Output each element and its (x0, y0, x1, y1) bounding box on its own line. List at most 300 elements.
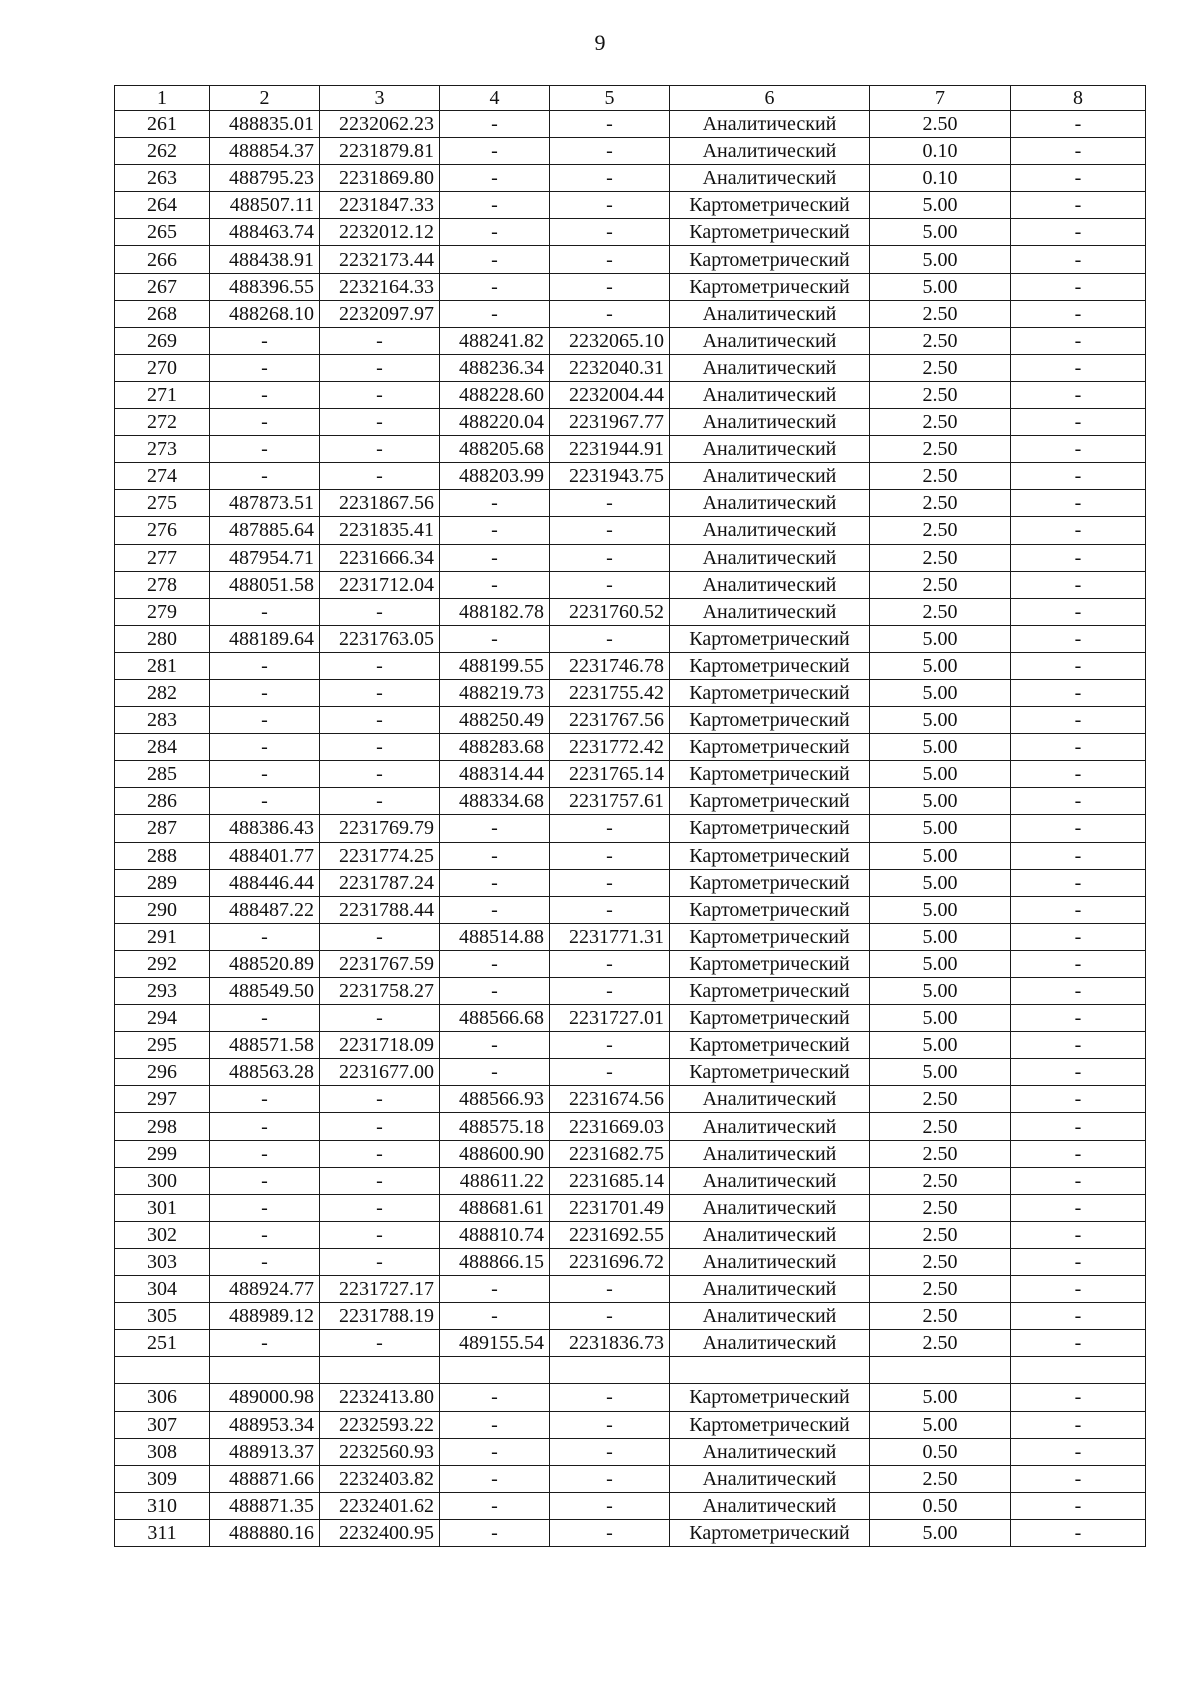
cell-y-new: - (550, 1303, 670, 1330)
cell-x-new: - (440, 869, 550, 896)
cell-y-new: - (550, 273, 670, 300)
cell-point-number: 303 (115, 1248, 210, 1275)
cell-note: - (1011, 409, 1146, 436)
cell-method: Аналитический (670, 1086, 870, 1113)
cell-y-existing: 2231718.09 (320, 1032, 440, 1059)
cell-method: Картометрический (670, 219, 870, 246)
table-row (115, 327, 1146, 354)
cell-point-number: 304 (115, 1276, 210, 1303)
cell-x-new: - (440, 111, 550, 138)
cell-x-new: 488575.18 (440, 1113, 550, 1140)
cell-y-existing: 2232097.97 (320, 300, 440, 327)
cell-y-existing: - (320, 1330, 440, 1357)
cell-point-number: 267 (115, 273, 210, 300)
cell-accuracy: 2.50 (870, 1465, 1011, 1492)
cell-accuracy: 2.50 (870, 436, 1011, 463)
table-row (115, 869, 1146, 896)
cell-x-existing: - (210, 436, 320, 463)
cell-y-new: 2231757.61 (550, 788, 670, 815)
cell-x-existing: 488880.16 (210, 1519, 320, 1546)
cell-x-new: - (440, 1303, 550, 1330)
cell-y-existing: 2231787.24 (320, 869, 440, 896)
cell-y-new: 2231696.72 (550, 1248, 670, 1275)
cell-method: Аналитический (670, 1221, 870, 1248)
cell-x-new: 488219.73 (440, 679, 550, 706)
cell-x-existing: - (210, 652, 320, 679)
cell-y-new: - (550, 625, 670, 652)
cell-y-existing: 2232400.95 (320, 1519, 440, 1546)
table-row (115, 463, 1146, 490)
cell-note: - (1011, 273, 1146, 300)
cell-method: Картометрический (670, 788, 870, 815)
cell-method: Аналитический (670, 354, 870, 381)
cell-note: - (1011, 869, 1146, 896)
table-row (115, 1248, 1146, 1275)
cell-note: - (1011, 679, 1146, 706)
cell-x-existing: 488446.44 (210, 869, 320, 896)
table-row (115, 165, 1146, 192)
cell-accuracy: 2.50 (870, 598, 1011, 625)
cell-note: - (1011, 1384, 1146, 1411)
cell-point-number: 294 (115, 1005, 210, 1032)
cell-y-existing: - (320, 923, 440, 950)
cell-y-existing: 2231767.59 (320, 950, 440, 977)
table-row (115, 1519, 1146, 1546)
cell-note: - (1011, 165, 1146, 192)
cell-accuracy: 5.00 (870, 1519, 1011, 1546)
cell-point-number: 299 (115, 1140, 210, 1167)
cell-y-existing: - (320, 1113, 440, 1140)
cell-y-existing: 2231677.00 (320, 1059, 440, 1086)
cell-accuracy: 5.00 (870, 1005, 1011, 1032)
cell-note: - (1011, 463, 1146, 490)
table-row (115, 1194, 1146, 1221)
cell-y-existing: 2231758.27 (320, 978, 440, 1005)
cell-accuracy: 2.50 (870, 327, 1011, 354)
cell-x-new: 488314.44 (440, 761, 550, 788)
cell-point-number: 262 (115, 138, 210, 165)
cell-method: Аналитический (670, 1113, 870, 1140)
cell-point-number: 288 (115, 842, 210, 869)
cell-y-new: - (550, 815, 670, 842)
cell-note: - (1011, 1465, 1146, 1492)
cell-x-existing: 488438.91 (210, 246, 320, 273)
cell-x-new: - (440, 300, 550, 327)
cell-x-new: - (440, 219, 550, 246)
cell-x-existing: - (210, 761, 320, 788)
header-cell-col-2: 2 (210, 86, 320, 111)
cell-point-number: 289 (115, 869, 210, 896)
cell-x-new: 488334.68 (440, 788, 550, 815)
cell-x-existing: 487873.51 (210, 490, 320, 517)
cell-y-existing: - (320, 1167, 440, 1194)
cell-method: Картометрический (670, 896, 870, 923)
cell-point-number: 274 (115, 463, 210, 490)
cell-method: Аналитический (670, 490, 870, 517)
cell-accuracy: 2.50 (870, 1248, 1011, 1275)
table-row (115, 1303, 1146, 1330)
cell-x-existing: 488463.74 (210, 219, 320, 246)
cell-y-existing: 2232560.93 (320, 1438, 440, 1465)
cell-method (670, 1357, 870, 1384)
table-row (115, 490, 1146, 517)
cell-accuracy: 2.50 (870, 1221, 1011, 1248)
table-row (115, 1005, 1146, 1032)
cell-x-existing: - (210, 1167, 320, 1194)
cell-point-number: 280 (115, 625, 210, 652)
cell-y-existing: - (320, 761, 440, 788)
cell-note: - (1011, 1059, 1146, 1086)
cell-note: - (1011, 1221, 1146, 1248)
cell-x-new: 488220.04 (440, 409, 550, 436)
cell-x-existing: 488051.58 (210, 571, 320, 598)
cell-y-existing: - (320, 707, 440, 734)
cell-y-new: - (550, 246, 670, 273)
cell-x-new: 488600.90 (440, 1140, 550, 1167)
cell-accuracy: 5.00 (870, 869, 1011, 896)
cell-x-new: - (440, 1438, 550, 1465)
cell-y-existing: 2231867.56 (320, 490, 440, 517)
cell-x-new: - (440, 1032, 550, 1059)
cell-method: Аналитический (670, 1276, 870, 1303)
cell-point-number: 251 (115, 1330, 210, 1357)
table-row (115, 1357, 1146, 1384)
table-row (115, 1086, 1146, 1113)
cell-y-new: 2231669.03 (550, 1113, 670, 1140)
cell-y-existing: 2232401.62 (320, 1492, 440, 1519)
cell-note: - (1011, 598, 1146, 625)
cell-y-new: - (550, 1384, 670, 1411)
cell-accuracy: 5.00 (870, 246, 1011, 273)
cell-y-new: - (550, 978, 670, 1005)
cell-method: Аналитический (670, 1140, 870, 1167)
cell-y-new: - (550, 896, 670, 923)
cell-note: - (1011, 625, 1146, 652)
table-row (115, 300, 1146, 327)
cell-y-new: 2232040.31 (550, 354, 670, 381)
cell-method: Картометрический (670, 652, 870, 679)
cell-note: - (1011, 1005, 1146, 1032)
cell-note: - (1011, 1113, 1146, 1140)
cell-method: Картометрический (670, 1384, 870, 1411)
cell-accuracy: 5.00 (870, 923, 1011, 950)
cell-point-number: 269 (115, 327, 210, 354)
cell-y-new: - (550, 950, 670, 977)
cell-point-number: 281 (115, 652, 210, 679)
header-cell-col-1: 1 (115, 86, 210, 111)
cell-x-existing: 488989.12 (210, 1303, 320, 1330)
table-row (115, 896, 1146, 923)
cell-method: Аналитический (670, 517, 870, 544)
cell-point-number: 306 (115, 1384, 210, 1411)
cell-y-new: - (550, 300, 670, 327)
cell-note (1011, 1357, 1146, 1384)
cell-note: - (1011, 300, 1146, 327)
cell-note: - (1011, 1194, 1146, 1221)
table-row (115, 923, 1146, 950)
table-row (115, 1167, 1146, 1194)
cell-note: - (1011, 381, 1146, 408)
cell-y-new: 2231674.56 (550, 1086, 670, 1113)
cell-note: - (1011, 436, 1146, 463)
cell-point-number: 264 (115, 192, 210, 219)
cell-x-existing: - (210, 381, 320, 408)
cell-accuracy: 2.50 (870, 1276, 1011, 1303)
cell-method: Аналитический (670, 300, 870, 327)
cell-x-existing: 488487.22 (210, 896, 320, 923)
cell-note: - (1011, 652, 1146, 679)
cell-x-new: - (440, 1276, 550, 1303)
table-row (115, 544, 1146, 571)
cell-x-new: 488866.15 (440, 1248, 550, 1275)
table-row (115, 1438, 1146, 1465)
cell-accuracy: 2.50 (870, 300, 1011, 327)
cell-x-new: - (440, 490, 550, 517)
cell-method: Аналитический (670, 544, 870, 571)
cell-point-number: 266 (115, 246, 210, 273)
cell-point-number: 279 (115, 598, 210, 625)
cell-y-existing: 2231774.25 (320, 842, 440, 869)
cell-note: - (1011, 896, 1146, 923)
cell-accuracy: 5.00 (870, 192, 1011, 219)
cell-note: - (1011, 490, 1146, 517)
cell-y-new: - (550, 544, 670, 571)
cell-accuracy: 5.00 (870, 625, 1011, 652)
cell-note: - (1011, 1492, 1146, 1519)
cell-y-existing: 2231835.41 (320, 517, 440, 544)
cell-note: - (1011, 327, 1146, 354)
cell-method: Аналитический (670, 1438, 870, 1465)
cell-accuracy: 5.00 (870, 219, 1011, 246)
cell-point-number: 261 (115, 111, 210, 138)
cell-x-existing: - (210, 1330, 320, 1357)
cell-method: Аналитический (670, 1303, 870, 1330)
cell-note: - (1011, 544, 1146, 571)
cell-x-existing: 488520.89 (210, 950, 320, 977)
header-cell-col-8: 8 (1011, 86, 1146, 111)
cell-point-number: 270 (115, 354, 210, 381)
table-row (115, 354, 1146, 381)
cell-point-number: 300 (115, 1167, 210, 1194)
cell-accuracy: 2.50 (870, 111, 1011, 138)
cell-note: - (1011, 788, 1146, 815)
cell-accuracy: 2.50 (870, 381, 1011, 408)
cell-method: Картометрический (670, 1005, 870, 1032)
cell-x-new: - (440, 1465, 550, 1492)
cell-note: - (1011, 192, 1146, 219)
table-row (115, 111, 1146, 138)
cell-y-new: 2231682.75 (550, 1140, 670, 1167)
cell-x-new: - (440, 192, 550, 219)
cell-point-number: 305 (115, 1303, 210, 1330)
cell-x-existing (210, 1357, 320, 1384)
table-row (115, 842, 1146, 869)
table-row (115, 734, 1146, 761)
cell-x-existing: - (210, 1005, 320, 1032)
cell-point-number: 311 (115, 1519, 210, 1546)
table-row (115, 138, 1146, 165)
cell-x-new: 488203.99 (440, 463, 550, 490)
cell-method: Аналитический (670, 1492, 870, 1519)
cell-x-existing: 488854.37 (210, 138, 320, 165)
table-row (115, 273, 1146, 300)
cell-y-existing: 2232062.23 (320, 111, 440, 138)
cell-note: - (1011, 761, 1146, 788)
cell-point-number: 291 (115, 923, 210, 950)
cell-x-existing: 488189.64 (210, 625, 320, 652)
cell-x-new: 488566.93 (440, 1086, 550, 1113)
cell-x-existing: 488871.35 (210, 1492, 320, 1519)
cell-y-existing: - (320, 1194, 440, 1221)
cell-x-new: - (440, 246, 550, 273)
cell-y-existing: 2231788.19 (320, 1303, 440, 1330)
cell-point-number: 309 (115, 1465, 210, 1492)
cell-x-existing: - (210, 1221, 320, 1248)
coordinates-table (114, 85, 1146, 1547)
cell-y-new: - (550, 869, 670, 896)
cell-y-new: - (550, 1438, 670, 1465)
cell-method: Картометрический (670, 734, 870, 761)
cell-x-existing: - (210, 788, 320, 815)
cell-accuracy: 5.00 (870, 734, 1011, 761)
cell-y-new: 2232065.10 (550, 327, 670, 354)
cell-point-number: 271 (115, 381, 210, 408)
table-row (115, 246, 1146, 273)
cell-x-existing: - (210, 923, 320, 950)
cell-y-existing: 2231847.33 (320, 192, 440, 219)
table-row (115, 219, 1146, 246)
header-cell-col-5: 5 (550, 86, 670, 111)
cell-y-new: - (550, 571, 670, 598)
cell-point-number: 273 (115, 436, 210, 463)
cell-method: Картометрический (670, 842, 870, 869)
cell-y-new: 2231755.42 (550, 679, 670, 706)
cell-x-existing: - (210, 1086, 320, 1113)
cell-x-new: 488611.22 (440, 1167, 550, 1194)
cell-method: Картометрический (670, 679, 870, 706)
cell-x-new: 488514.88 (440, 923, 550, 950)
cell-note: - (1011, 815, 1146, 842)
cell-y-existing: 2231727.17 (320, 1276, 440, 1303)
cell-method: Картометрический (670, 246, 870, 273)
cell-accuracy: 5.00 (870, 273, 1011, 300)
cell-note: - (1011, 923, 1146, 950)
cell-x-existing: 488924.77 (210, 1276, 320, 1303)
table-row (115, 707, 1146, 734)
table-row (115, 409, 1146, 436)
cell-x-new: - (440, 544, 550, 571)
cell-x-new: 488228.60 (440, 381, 550, 408)
cell-x-new: - (440, 165, 550, 192)
cell-method: Аналитический (670, 1248, 870, 1275)
cell-x-existing: 488549.50 (210, 978, 320, 1005)
cell-y-new: 2231727.01 (550, 1005, 670, 1032)
table-row (115, 436, 1146, 463)
cell-accuracy: 2.50 (870, 544, 1011, 571)
cell-x-existing: - (210, 1248, 320, 1275)
cell-note: - (1011, 1276, 1146, 1303)
cell-point-number: 275 (115, 490, 210, 517)
cell-y-existing: - (320, 1086, 440, 1113)
cell-y-new (550, 1357, 670, 1384)
cell-point-number: 284 (115, 734, 210, 761)
cell-point-number (115, 1357, 210, 1384)
cell-x-new: 488250.49 (440, 707, 550, 734)
cell-y-existing: - (320, 598, 440, 625)
cell-note: - (1011, 1167, 1146, 1194)
cell-y-existing: 2231763.05 (320, 625, 440, 652)
table-row (115, 1221, 1146, 1248)
cell-y-new: 2231943.75 (550, 463, 670, 490)
cell-y-existing: 2231712.04 (320, 571, 440, 598)
cell-y-new: 2231765.14 (550, 761, 670, 788)
cell-y-existing: 2232403.82 (320, 1465, 440, 1492)
cell-x-existing: 487885.64 (210, 517, 320, 544)
cell-x-existing: 488507.11 (210, 192, 320, 219)
cell-accuracy: 2.50 (870, 463, 1011, 490)
table-row (115, 1411, 1146, 1438)
cell-x-existing: 489000.98 (210, 1384, 320, 1411)
cell-x-existing: 488386.43 (210, 815, 320, 842)
cell-method: Аналитический (670, 1194, 870, 1221)
cell-y-new: 2231967.77 (550, 409, 670, 436)
cell-point-number: 287 (115, 815, 210, 842)
table-row (115, 815, 1146, 842)
table-row (115, 652, 1146, 679)
table-row (115, 1140, 1146, 1167)
cell-accuracy: 5.00 (870, 815, 1011, 842)
cell-accuracy: 2.50 (870, 517, 1011, 544)
table-row (115, 192, 1146, 219)
cell-x-existing: - (210, 679, 320, 706)
cell-note: - (1011, 517, 1146, 544)
cell-x-new: - (440, 1384, 550, 1411)
cell-x-existing: - (210, 734, 320, 761)
cell-note: - (1011, 950, 1146, 977)
cell-method: Аналитический (670, 165, 870, 192)
cell-y-existing: - (320, 409, 440, 436)
cell-y-new: - (550, 1059, 670, 1086)
table-row (115, 978, 1146, 1005)
cell-y-existing: 2232164.33 (320, 273, 440, 300)
cell-note: - (1011, 734, 1146, 761)
cell-accuracy: 2.50 (870, 1194, 1011, 1221)
cell-y-new: 2231771.31 (550, 923, 670, 950)
cell-point-number: 290 (115, 896, 210, 923)
cell-y-existing: - (320, 1221, 440, 1248)
cell-method: Картометрический (670, 1519, 870, 1546)
cell-y-new: 2231760.52 (550, 598, 670, 625)
cell-y-new: - (550, 1032, 670, 1059)
cell-point-number: 286 (115, 788, 210, 815)
cell-point-number: 296 (115, 1059, 210, 1086)
table-row (115, 625, 1146, 652)
cell-x-new: 488283.68 (440, 734, 550, 761)
cell-x-new: - (440, 1411, 550, 1438)
cell-point-number: 295 (115, 1032, 210, 1059)
cell-accuracy: 2.50 (870, 1086, 1011, 1113)
cell-y-new: - (550, 517, 670, 544)
cell-y-new: 2231836.73 (550, 1330, 670, 1357)
cell-x-existing: 488396.55 (210, 273, 320, 300)
cell-x-new: - (440, 896, 550, 923)
cell-method: Аналитический (670, 598, 870, 625)
cell-method: Аналитический (670, 463, 870, 490)
cell-y-new: - (550, 138, 670, 165)
cell-method: Картометрический (670, 815, 870, 842)
cell-method: Аналитический (670, 409, 870, 436)
table-row (115, 517, 1146, 544)
